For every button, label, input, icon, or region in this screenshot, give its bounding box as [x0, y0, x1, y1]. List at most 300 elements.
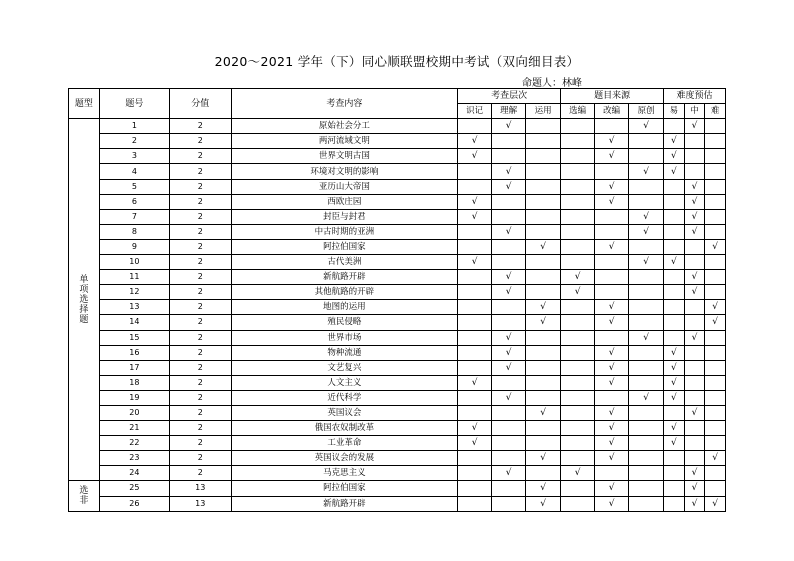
mark-level-understand: [492, 421, 526, 436]
mark-level-apply: [526, 164, 561, 179]
mark-difficulty-medium: √: [684, 209, 705, 224]
question-content: 世界市场: [231, 330, 458, 345]
mark-level-apply: [526, 179, 561, 194]
mark-source-original: √: [629, 330, 664, 345]
header-difficulty-group: 难度预估: [664, 89, 726, 104]
mark-source-original: √: [629, 119, 664, 134]
mark-level-recall: [458, 224, 492, 239]
question-number: 6: [99, 194, 169, 209]
mark-level-recall: [458, 496, 492, 511]
mark-level-recall: [458, 270, 492, 285]
question-number: 1: [99, 119, 169, 134]
mark-difficulty-medium: [684, 345, 705, 360]
mark-difficulty-hard: [705, 345, 726, 360]
mark-difficulty-hard: [705, 360, 726, 375]
mark-difficulty-easy: [664, 179, 685, 194]
header-level-recall: 识记: [458, 104, 492, 119]
mark-level-apply: √: [526, 481, 561, 496]
question-score: 13: [169, 496, 231, 511]
mark-difficulty-easy: √: [664, 360, 685, 375]
header-level-apply: 运用: [526, 104, 561, 119]
question-number: 24: [99, 466, 169, 481]
mark-level-understand: √: [492, 164, 526, 179]
mark-source-original: √: [629, 224, 664, 239]
mark-source-selected: √: [561, 466, 595, 481]
mark-difficulty-medium: √: [684, 330, 705, 345]
mark-level-apply: [526, 360, 561, 375]
mark-difficulty-hard: √: [705, 239, 726, 254]
question-content: 近代科学: [231, 390, 458, 405]
mark-level-recall: √: [458, 255, 492, 270]
mark-level-apply: √: [526, 300, 561, 315]
mark-level-apply: [526, 270, 561, 285]
mark-level-apply: [526, 466, 561, 481]
page-title: 2020～2021 学年（下）同心顺联盟校期中考试（双向细目表）: [214, 54, 580, 69]
mark-difficulty-hard: [705, 134, 726, 149]
question-content: 其他航路的开辟: [231, 285, 458, 300]
table-row: [69, 496, 726, 511]
mark-source-adapted: √: [595, 421, 629, 436]
mark-difficulty-hard: [705, 209, 726, 224]
mark-source-original: [629, 360, 664, 375]
mark-level-apply: [526, 209, 561, 224]
mark-source-selected: [561, 224, 595, 239]
mark-source-adapted: [595, 270, 629, 285]
table-row: [69, 194, 726, 209]
mark-level-understand: [492, 255, 526, 270]
mark-level-understand: [492, 209, 526, 224]
table-row: [69, 270, 726, 285]
mark-difficulty-easy: [664, 466, 685, 481]
mark-difficulty-easy: [664, 285, 685, 300]
table-row: [69, 375, 726, 390]
question-score: 2: [169, 164, 231, 179]
mark-difficulty-easy: [664, 451, 685, 466]
table-row: [69, 451, 726, 466]
mark-source-adapted: [595, 390, 629, 405]
question-type-cell: [69, 481, 100, 511]
mark-difficulty-medium: √: [684, 270, 705, 285]
mark-level-understand: √: [492, 390, 526, 405]
mark-level-apply: √: [526, 496, 561, 511]
question-score: 2: [169, 451, 231, 466]
mark-difficulty-hard: [705, 405, 726, 420]
mark-level-apply: √: [526, 405, 561, 420]
question-content: 殖民侵略: [231, 315, 458, 330]
question-number: 19: [99, 390, 169, 405]
mark-source-selected: [561, 209, 595, 224]
header-level-understand: 理解: [492, 104, 526, 119]
mark-level-recall: [458, 315, 492, 330]
question-content: 阿拉伯国家: [231, 239, 458, 254]
mark-difficulty-hard: [705, 436, 726, 451]
question-content: 英国议会: [231, 405, 458, 420]
mark-difficulty-hard: [705, 224, 726, 239]
question-content: 原始社会分工: [231, 119, 458, 134]
question-type-cell: [69, 119, 100, 481]
mark-source-original: [629, 315, 664, 330]
mark-source-adapted: √: [595, 436, 629, 451]
mark-source-original: √: [629, 209, 664, 224]
mark-difficulty-easy: [664, 496, 685, 511]
mark-level-apply: [526, 345, 561, 360]
mark-level-recall: √: [458, 375, 492, 390]
mark-difficulty-medium: [684, 451, 705, 466]
mark-difficulty-medium: [684, 149, 705, 164]
mark-difficulty-hard: [705, 466, 726, 481]
mark-level-apply: [526, 194, 561, 209]
mark-difficulty-medium: [684, 390, 705, 405]
mark-difficulty-medium: [684, 164, 705, 179]
mark-source-original: [629, 179, 664, 194]
mark-source-adapted: [595, 119, 629, 134]
mark-difficulty-easy: [664, 330, 685, 345]
question-content: 阿拉伯国家: [231, 481, 458, 496]
mark-source-original: [629, 134, 664, 149]
question-number: 26: [99, 496, 169, 511]
mark-source-original: [629, 270, 664, 285]
mark-source-adapted: √: [595, 179, 629, 194]
mark-source-selected: [561, 119, 595, 134]
mark-level-recall: √: [458, 209, 492, 224]
question-number: 11: [99, 270, 169, 285]
mark-level-understand: [492, 436, 526, 451]
header-level-group: 考查层次: [458, 89, 561, 104]
mark-level-understand: [492, 194, 526, 209]
question-number: 9: [99, 239, 169, 254]
mark-difficulty-medium: [684, 421, 705, 436]
mark-level-recall: [458, 466, 492, 481]
question-score: 2: [169, 390, 231, 405]
mark-difficulty-medium: √: [684, 405, 705, 420]
mark-level-apply: [526, 285, 561, 300]
mark-source-original: [629, 345, 664, 360]
mark-difficulty-hard: [705, 375, 726, 390]
question-score: 2: [169, 345, 231, 360]
mark-difficulty-medium: [684, 436, 705, 451]
question-score: 2: [169, 239, 231, 254]
mark-difficulty-medium: √: [684, 496, 705, 511]
question-number: 18: [99, 375, 169, 390]
mark-difficulty-medium: √: [684, 481, 705, 496]
table-row: [69, 481, 726, 496]
mark-source-original: √: [629, 390, 664, 405]
table-row: [69, 164, 726, 179]
mark-source-original: [629, 405, 664, 420]
question-number: 23: [99, 451, 169, 466]
mark-level-apply: [526, 119, 561, 134]
question-content: 世界文明古国: [231, 149, 458, 164]
mark-difficulty-easy: √: [664, 345, 685, 360]
question-number: 21: [99, 421, 169, 436]
question-score: 2: [169, 360, 231, 375]
mark-source-adapted: √: [595, 345, 629, 360]
mark-level-apply: [526, 330, 561, 345]
question-content: 文艺复兴: [231, 360, 458, 375]
mark-level-understand: √: [492, 466, 526, 481]
question-content: 两河流域文明: [231, 134, 458, 149]
mark-difficulty-medium: [684, 239, 705, 254]
mark-level-recall: √: [458, 436, 492, 451]
header-num: 题号: [99, 89, 169, 119]
question-score: 13: [169, 481, 231, 496]
header-content: 考查内容: [231, 89, 458, 119]
mark-level-recall: [458, 451, 492, 466]
mark-difficulty-easy: √: [664, 375, 685, 390]
mark-source-adapted: [595, 209, 629, 224]
mark-source-adapted: [595, 330, 629, 345]
question-type-label: 单项选择题: [79, 274, 89, 325]
mark-source-selected: [561, 164, 595, 179]
mark-difficulty-hard: [705, 179, 726, 194]
mark-difficulty-easy: [664, 209, 685, 224]
mark-difficulty-hard: √: [705, 496, 726, 511]
mark-level-recall: [458, 360, 492, 375]
mark-level-recall: [458, 481, 492, 496]
mark-level-recall: [458, 405, 492, 420]
table-row: [69, 360, 726, 375]
question-score: 2: [169, 224, 231, 239]
mark-source-adapted: √: [595, 496, 629, 511]
mark-source-selected: [561, 149, 595, 164]
mark-level-understand: [492, 405, 526, 420]
mark-level-apply: [526, 436, 561, 451]
question-content: 人文主义: [231, 375, 458, 390]
table-row: [69, 330, 726, 345]
mark-level-apply: [526, 134, 561, 149]
author-label: 命题人：林峰: [522, 78, 582, 89]
header-score: 分值: [169, 89, 231, 119]
header-type: 题型: [69, 89, 100, 119]
mark-source-selected: [561, 405, 595, 420]
mark-source-adapted: [595, 285, 629, 300]
mark-source-selected: [561, 300, 595, 315]
table-row: [69, 119, 726, 134]
mark-difficulty-easy: √: [664, 149, 685, 164]
mark-level-recall: √: [458, 134, 492, 149]
mark-source-selected: [561, 375, 595, 390]
question-content: 中古时期的亚洲: [231, 224, 458, 239]
mark-level-apply: √: [526, 315, 561, 330]
mark-level-recall: [458, 390, 492, 405]
question-number: 16: [99, 345, 169, 360]
mark-level-recall: [458, 285, 492, 300]
header-difficulty-easy: 易: [664, 104, 685, 119]
mark-difficulty-hard: [705, 255, 726, 270]
mark-difficulty-easy: [664, 119, 685, 134]
mark-difficulty-medium: √: [684, 466, 705, 481]
mark-difficulty-medium: [684, 375, 705, 390]
mark-difficulty-easy: √: [664, 255, 685, 270]
mark-level-recall: [458, 179, 492, 194]
question-content: 环境对文明的影响: [231, 164, 458, 179]
mark-difficulty-hard: [705, 270, 726, 285]
mark-level-understand: √: [492, 224, 526, 239]
question-content: 西欧庄园: [231, 194, 458, 209]
question-score: 2: [169, 436, 231, 451]
mark-source-adapted: √: [595, 360, 629, 375]
mark-level-understand: √: [492, 285, 526, 300]
mark-level-recall: [458, 239, 492, 254]
mark-source-original: [629, 194, 664, 209]
mark-source-selected: [561, 194, 595, 209]
mark-source-original: [629, 421, 664, 436]
mark-source-adapted: √: [595, 149, 629, 164]
mark-level-understand: [492, 134, 526, 149]
header-difficulty-medium: 中: [684, 104, 705, 119]
mark-level-recall: √: [458, 421, 492, 436]
mark-difficulty-hard: [705, 390, 726, 405]
mark-difficulty-medium: √: [684, 179, 705, 194]
question-score: 2: [169, 285, 231, 300]
question-number: 22: [99, 436, 169, 451]
mark-difficulty-easy: [664, 300, 685, 315]
question-score: 2: [169, 405, 231, 420]
mark-difficulty-easy: [664, 194, 685, 209]
mark-level-apply: [526, 224, 561, 239]
table-row: [69, 345, 726, 360]
mark-level-understand: √: [492, 345, 526, 360]
mark-source-original: [629, 481, 664, 496]
question-score: 2: [169, 375, 231, 390]
question-score: 2: [169, 119, 231, 134]
question-content: 亚历山大帝国: [231, 179, 458, 194]
question-score: 2: [169, 270, 231, 285]
question-score: 2: [169, 194, 231, 209]
question-number: 8: [99, 224, 169, 239]
mark-difficulty-easy: [664, 239, 685, 254]
mark-level-apply: [526, 375, 561, 390]
mark-level-apply: √: [526, 239, 561, 254]
mark-source-original: [629, 375, 664, 390]
mark-difficulty-easy: √: [664, 421, 685, 436]
table-row: [69, 224, 726, 239]
mark-difficulty-medium: [684, 315, 705, 330]
table-row: [69, 149, 726, 164]
mark-source-adapted: √: [595, 481, 629, 496]
table-row: [69, 466, 726, 481]
mark-level-recall: [458, 345, 492, 360]
mark-source-selected: [561, 390, 595, 405]
mark-difficulty-hard: √: [705, 315, 726, 330]
question-number: 7: [99, 209, 169, 224]
mark-difficulty-medium: √: [684, 285, 705, 300]
mark-level-apply: √: [526, 451, 561, 466]
mark-difficulty-hard: [705, 164, 726, 179]
mark-level-apply: [526, 149, 561, 164]
mark-source-adapted: √: [595, 451, 629, 466]
table-row: [69, 436, 726, 451]
mark-source-selected: [561, 421, 595, 436]
mark-source-original: [629, 285, 664, 300]
mark-source-adapted: √: [595, 405, 629, 420]
mark-difficulty-hard: [705, 285, 726, 300]
question-content: 俄国农奴制改革: [231, 421, 458, 436]
mark-difficulty-hard: [705, 421, 726, 436]
header-source-selected: 选编: [561, 104, 595, 119]
mark-level-understand: [492, 496, 526, 511]
table-row: [69, 209, 726, 224]
mark-source-adapted: √: [595, 300, 629, 315]
question-number: 3: [99, 149, 169, 164]
question-score: 2: [169, 466, 231, 481]
mark-difficulty-easy: √: [664, 436, 685, 451]
mark-source-selected: [561, 255, 595, 270]
mark-difficulty-easy: √: [664, 164, 685, 179]
question-score: 2: [169, 421, 231, 436]
question-score: 2: [169, 330, 231, 345]
question-number: 25: [99, 481, 169, 496]
mark-source-adapted: √: [595, 194, 629, 209]
mark-source-selected: [561, 496, 595, 511]
mark-difficulty-easy: [664, 405, 685, 420]
mark-level-recall: [458, 119, 492, 134]
table-row: [69, 390, 726, 405]
mark-source-selected: [561, 315, 595, 330]
header-source-original: 原创: [629, 104, 664, 119]
table-row: [69, 134, 726, 149]
mark-level-recall: [458, 330, 492, 345]
mark-difficulty-hard: [705, 330, 726, 345]
mark-difficulty-medium: √: [684, 119, 705, 134]
mark-level-understand: [492, 451, 526, 466]
question-content: 新航路开辟: [231, 496, 458, 511]
mark-source-original: [629, 436, 664, 451]
mark-source-selected: √: [561, 285, 595, 300]
mark-level-understand: [492, 300, 526, 315]
question-score: 2: [169, 315, 231, 330]
question-number: 14: [99, 315, 169, 330]
mark-level-apply: [526, 421, 561, 436]
question-number: 4: [99, 164, 169, 179]
mark-difficulty-easy: [664, 315, 685, 330]
question-number: 17: [99, 360, 169, 375]
mark-source-adapted: √: [595, 239, 629, 254]
mark-difficulty-easy: √: [664, 390, 685, 405]
header-source-group: 题目来源: [561, 89, 664, 104]
mark-source-selected: [561, 360, 595, 375]
mark-level-recall: √: [458, 194, 492, 209]
mark-source-selected: [561, 239, 595, 254]
mark-difficulty-hard: √: [705, 451, 726, 466]
question-number: 5: [99, 179, 169, 194]
mark-level-understand: [492, 315, 526, 330]
mark-level-recall: √: [458, 149, 492, 164]
mark-difficulty-medium: [684, 360, 705, 375]
mark-source-selected: [561, 179, 595, 194]
mark-source-adapted: [595, 255, 629, 270]
mark-source-selected: √: [561, 270, 595, 285]
mark-level-understand: [492, 239, 526, 254]
mark-source-adapted: √: [595, 315, 629, 330]
question-content: 物种流通: [231, 345, 458, 360]
mark-source-original: [629, 239, 664, 254]
spec-table: [68, 88, 726, 512]
question-score: 2: [169, 179, 231, 194]
mark-source-selected: [561, 330, 595, 345]
mark-source-original: [629, 451, 664, 466]
mark-difficulty-easy: [664, 270, 685, 285]
question-number: 15: [99, 330, 169, 345]
mark-source-original: [629, 496, 664, 511]
mark-source-adapted: √: [595, 134, 629, 149]
table-row: [69, 239, 726, 254]
table-row: [69, 300, 726, 315]
mark-difficulty-hard: [705, 194, 726, 209]
question-content: 封臣与封君: [231, 209, 458, 224]
question-content: 新航路开辟: [231, 270, 458, 285]
table-row: [69, 405, 726, 420]
